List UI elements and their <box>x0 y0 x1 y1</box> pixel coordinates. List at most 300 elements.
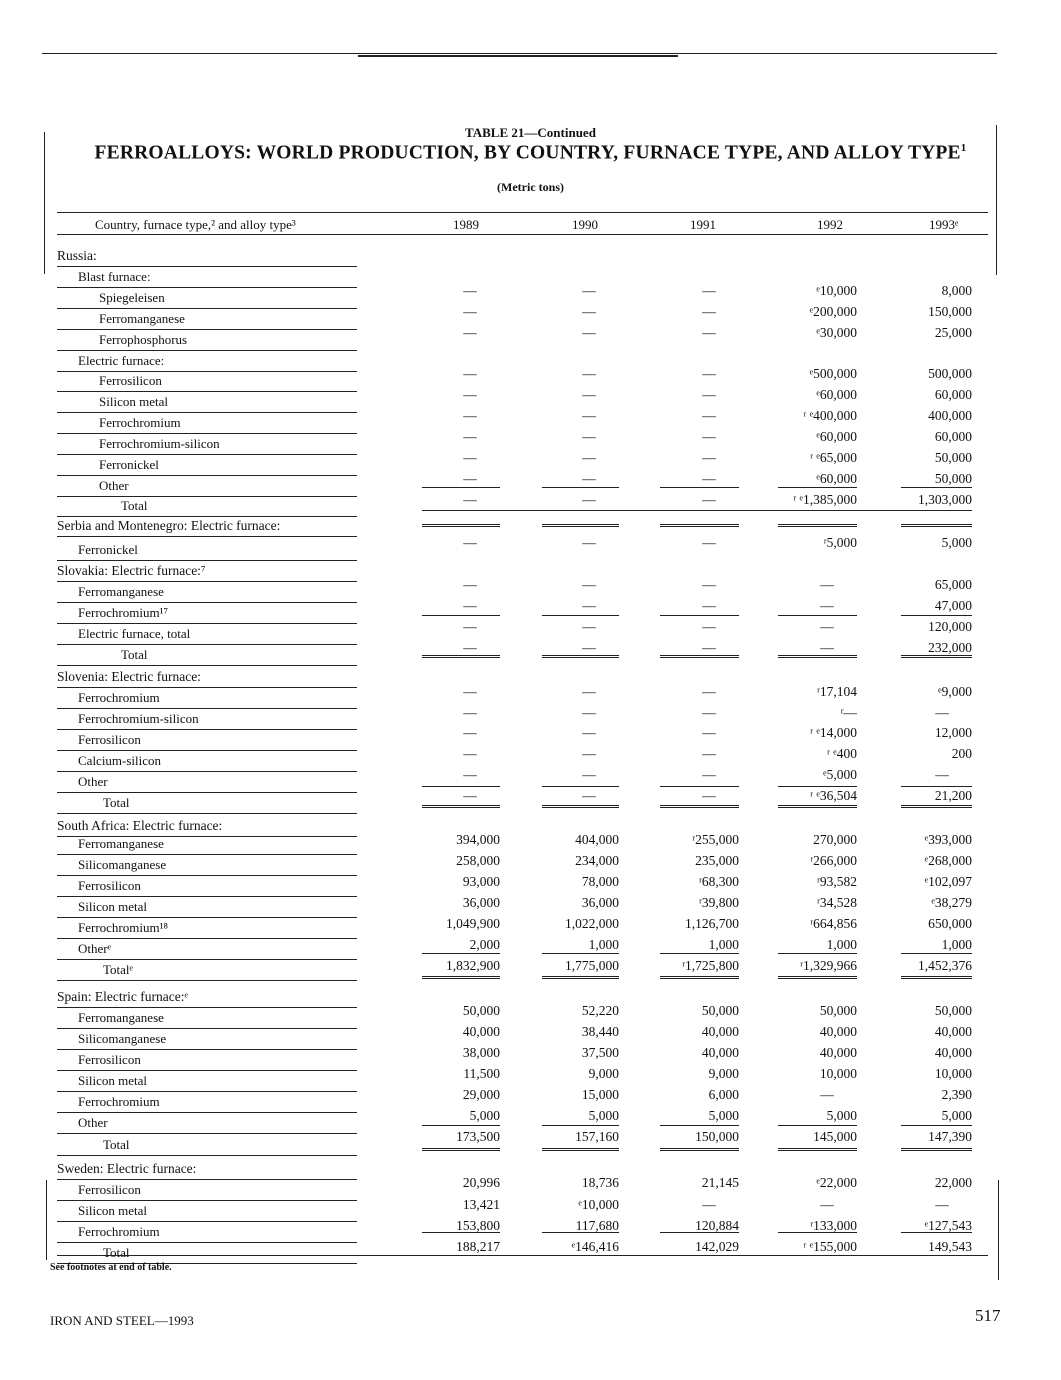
cell-1993: 5,000 <box>941 535 972 550</box>
cell-1993: 12,000 <box>934 725 972 740</box>
row-rule <box>57 687 357 688</box>
cell-1989: 1,832,900 <box>446 958 500 973</box>
cell-1989: — <box>463 640 477 655</box>
cell-1991: — <box>702 325 716 340</box>
cell-1990: 157,160 <box>575 1129 619 1144</box>
cell-1992: 10,000 <box>819 1066 857 1081</box>
cell-1989: — <box>463 366 477 381</box>
row-rule <box>57 371 357 372</box>
cell-1993: 50,000 <box>934 471 972 486</box>
cell-1993: 47,000 <box>934 598 972 613</box>
cell-1990: 1,000 <box>588 937 619 952</box>
subtotal-rule <box>778 786 857 787</box>
row-rule <box>57 1155 357 1156</box>
subtotal-rule <box>778 953 857 954</box>
column-header-row <box>57 212 988 235</box>
row-label: Ferrophosphorus <box>99 332 188 347</box>
cell-1989: — <box>463 725 477 740</box>
cell-1992: — <box>820 640 834 655</box>
cell-1992: ᵉ60,000 <box>816 387 857 402</box>
cell-1989: 93,000 <box>462 874 500 889</box>
cell-1992: 40,000 <box>819 1045 857 1060</box>
cell-1989: — <box>463 598 477 613</box>
group-heading: Sweden: Electric furnace: <box>57 1161 197 1176</box>
table-label: TABLE 21—Continued <box>465 125 596 140</box>
cell-1992: ᵉ5,000 <box>823 767 857 782</box>
cell-1992: ʳ5,000 <box>823 535 857 550</box>
cell-1990: ᵉ146,416 <box>571 1239 619 1254</box>
cell-1990: — <box>582 408 596 423</box>
cell-1993: — <box>935 705 949 720</box>
subtotal-rule <box>660 1125 739 1126</box>
total-double-rule <box>778 1148 857 1151</box>
row-rule <box>57 536 357 537</box>
subtotal-rule <box>660 615 739 616</box>
row-label: Ferromanganese <box>78 1010 164 1025</box>
cell-1991: — <box>702 429 716 444</box>
cell-1991: — <box>702 577 716 592</box>
row-label: Silicon metal <box>78 899 147 914</box>
cell-1989: 29,000 <box>462 1087 500 1102</box>
table-bottom-rule <box>57 1255 988 1256</box>
cell-1991: — <box>702 304 716 319</box>
row-label: Silicomanganese <box>78 857 167 872</box>
subtotal-rule <box>778 1125 857 1126</box>
subtotal-rule <box>422 786 500 787</box>
row-label: Other <box>78 1115 108 1130</box>
row-label: Ferrochromium-silicon <box>78 711 199 726</box>
subtotal-rule <box>660 487 739 488</box>
row-label: Calcium-silicon <box>78 753 162 768</box>
subtotal-rule <box>778 1232 857 1233</box>
group-heading: Russia: <box>57 248 97 263</box>
cell-1992: ʳ ᵉ14,000 <box>810 725 857 740</box>
total-double-rule <box>422 976 500 979</box>
cell-1991: ʳ255,000 <box>692 832 739 847</box>
row-rule <box>57 1112 357 1113</box>
top-rule <box>42 53 997 54</box>
cell-1991: 150,000 <box>695 1129 739 1144</box>
cell-1993: — <box>935 767 949 782</box>
cell-1992: 50,000 <box>819 1003 857 1018</box>
row-rule <box>57 813 357 814</box>
subtotal-rule <box>901 1125 972 1126</box>
total-double-rule <box>542 976 619 979</box>
section-rule <box>422 510 972 511</box>
subtotal-rule <box>901 786 972 787</box>
top-rule-thick <box>358 55 678 57</box>
row-rule <box>57 329 357 330</box>
row-rule <box>57 1179 357 1180</box>
cell-1993: 50,000 <box>934 1003 972 1018</box>
column-header-1989: 1989 <box>453 217 479 232</box>
row-rule <box>57 959 357 960</box>
cell-1991: — <box>702 471 716 486</box>
cell-1990: 1,022,000 <box>565 916 619 931</box>
cell-1989: 50,000 <box>462 1003 500 1018</box>
subtotal-rule <box>542 786 619 787</box>
table-title <box>0 142 1061 165</box>
group-heading: Serbia and Montenegro: Electric furnace: <box>57 518 281 533</box>
cell-1989: 40,000 <box>462 1024 500 1039</box>
cell-1991: ʳ1,725,800 <box>682 958 739 973</box>
row-rule <box>57 475 357 476</box>
row-label: Silicon metal <box>99 394 168 409</box>
cell-1989: — <box>463 684 477 699</box>
title-footnote: 1 <box>960 142 967 154</box>
cell-1991: — <box>702 492 716 507</box>
row-label: Total <box>103 795 130 810</box>
row-label: Silicon metal <box>78 1073 147 1088</box>
cell-1991: — <box>702 598 716 613</box>
cell-1991: 5,000 <box>708 1108 739 1123</box>
cell-1992: ᵉ30,000 <box>816 325 857 340</box>
row-label: Ferrochromium¹⁷ <box>78 605 169 620</box>
subtotal-rule <box>660 1232 739 1233</box>
cell-1989: — <box>463 325 477 340</box>
cell-1991: 120,884 <box>695 1218 739 1233</box>
cell-1992: ᵉ200,000 <box>809 304 857 319</box>
row-rule <box>57 729 357 730</box>
cell-1991: — <box>702 684 716 699</box>
row-label: Ferronickel <box>99 457 159 472</box>
cell-1993: 50,000 <box>934 450 972 465</box>
subtotal-rule <box>901 1232 972 1233</box>
row-rule <box>57 708 357 709</box>
subtotal-rule <box>542 1125 619 1126</box>
row-rule <box>57 1200 357 1201</box>
cell-1993: 40,000 <box>934 1045 972 1060</box>
cell-1990: — <box>582 450 596 465</box>
subtotal-rule <box>542 1232 619 1233</box>
cell-1989: — <box>463 492 477 507</box>
row-rule <box>57 496 357 497</box>
cell-1992: ʳ ᵉ400,000 <box>803 408 857 423</box>
cell-1993: 25,000 <box>934 325 972 340</box>
row-rule <box>57 412 357 413</box>
subtotal-rule <box>542 953 619 954</box>
cell-1989: — <box>463 471 477 486</box>
total-double-rule <box>422 655 500 658</box>
cell-1993: — <box>935 1197 949 1212</box>
column-header-1993: 1993ᵉ <box>929 217 959 232</box>
cell-1993: 200 <box>951 746 972 761</box>
cell-1993: 10,000 <box>934 1066 972 1081</box>
cell-1993: ᵉ102,097 <box>924 874 972 889</box>
cell-1990: ᵉ10,000 <box>578 1197 619 1212</box>
group-heading: South Africa: Electric furnace: <box>57 818 223 833</box>
cell-1992: ᵉ10,000 <box>816 283 857 298</box>
row-rule <box>57 980 357 981</box>
cell-1992: ʳ93,582 <box>816 874 857 889</box>
row-label: Otherᵉ <box>78 941 111 956</box>
row-rule <box>57 623 357 624</box>
cell-1990: — <box>582 598 596 613</box>
cell-1990: — <box>582 788 596 803</box>
row-rule <box>57 1091 357 1092</box>
row-rule <box>57 875 357 876</box>
total-double-rule <box>542 655 619 658</box>
row-label: Ferrochromium <box>78 1094 160 1109</box>
total-double-rule <box>778 524 857 527</box>
cell-1993: 8,000 <box>941 283 972 298</box>
cell-1990: 15,000 <box>581 1087 619 1102</box>
cell-1991: — <box>702 788 716 803</box>
cell-1990: 52,220 <box>581 1003 619 1018</box>
column-header-1990: 1990 <box>572 217 598 232</box>
row-label: Ferrochromium <box>78 690 160 705</box>
total-double-rule <box>901 1148 972 1151</box>
cell-1991: 40,000 <box>701 1024 739 1039</box>
row-label: Ferrosilicon <box>99 373 162 388</box>
row-label: Total <box>103 1245 130 1260</box>
footnote-reference: See footnotes at end of table. <box>50 1262 172 1273</box>
cell-1990: 1,775,000 <box>565 958 619 973</box>
cell-1990: — <box>582 304 596 319</box>
row-rule <box>57 308 357 309</box>
total-double-rule <box>660 805 739 808</box>
row-rule <box>57 1049 357 1050</box>
cell-1991: — <box>702 366 716 381</box>
cell-1991: — <box>702 725 716 740</box>
row-rule <box>57 454 357 455</box>
cell-1990: 117,680 <box>575 1218 619 1233</box>
cell-1989: — <box>463 535 477 550</box>
cell-1991: — <box>702 619 716 634</box>
group-heading: Slovenia: Electric furnace: <box>57 669 201 684</box>
row-label: Total <box>121 498 148 513</box>
cell-1989: 173,500 <box>456 1129 500 1144</box>
cell-1990: — <box>582 535 596 550</box>
cell-1993: ᵉ127,543 <box>924 1218 972 1233</box>
cell-1991: 142,029 <box>695 1239 739 1254</box>
cell-1990: — <box>582 725 596 740</box>
cell-1993: 1,303,000 <box>918 492 972 507</box>
cell-1992: — <box>820 1087 834 1102</box>
cell-1989: 13,421 <box>462 1197 500 1212</box>
cell-1992: — <box>820 598 834 613</box>
cell-1991: — <box>702 1197 716 1212</box>
cell-1989: — <box>463 387 477 402</box>
row-rule <box>57 896 357 897</box>
row-rule <box>57 350 357 351</box>
row-rule <box>57 1242 357 1243</box>
cell-1990: — <box>582 684 596 699</box>
cell-1992: ʳ ᵉ65,000 <box>810 450 857 465</box>
row-label: Silicomanganese <box>78 1031 167 1046</box>
cell-1989: 38,000 <box>462 1045 500 1060</box>
cell-1992: ᵉ500,000 <box>809 366 857 381</box>
cell-1990: — <box>582 577 596 592</box>
subtotal-rule <box>542 615 619 616</box>
row-label: Ferrochromium¹⁸ <box>78 920 169 935</box>
row-rule <box>57 560 357 561</box>
cell-1991: — <box>702 535 716 550</box>
row-rule <box>57 391 357 392</box>
cell-1990: 5,000 <box>588 1108 619 1123</box>
cell-1991: — <box>702 767 716 782</box>
row-label: Ferrochromium-silicon <box>99 436 220 451</box>
row-rule <box>57 266 357 267</box>
row-rule <box>57 750 357 751</box>
cell-1992: ʳ ᵉ400 <box>826 746 857 761</box>
cell-1989: 153,800 <box>456 1218 500 1233</box>
cell-1993: ᵉ38,279 <box>931 895 972 910</box>
title-text: FERROALLOYS: WORLD PRODUCTION, BY COUNTRY, FURNACE TYPE, AND ALLOY TYPE <box>94 142 961 164</box>
subtotal-rule <box>778 487 857 488</box>
row-label: Ferrosilicon <box>78 732 141 747</box>
cell-1990: — <box>582 387 596 402</box>
cell-1989: — <box>463 746 477 761</box>
cell-1993: 60,000 <box>934 387 972 402</box>
row-label: Ferromanganese <box>78 836 164 851</box>
row-rule <box>57 938 357 939</box>
cell-1991: — <box>702 640 716 655</box>
cell-1990: 18,736 <box>581 1175 619 1190</box>
row-rule <box>57 792 357 793</box>
right-margin-line-lower <box>998 1180 999 1280</box>
cell-1992: — <box>820 577 834 592</box>
subtotal-rule <box>422 1125 500 1126</box>
total-double-rule <box>660 524 739 527</box>
cell-1993: 2,390 <box>941 1087 972 1102</box>
cell-1991: — <box>702 283 716 298</box>
row-rule <box>57 771 357 772</box>
cell-1990: 38,440 <box>581 1024 619 1039</box>
cell-1990: 9,000 <box>588 1066 619 1081</box>
cell-1989: 1,049,900 <box>446 916 500 931</box>
cell-1992: ᵉ22,000 <box>816 1175 857 1190</box>
left-margin-line-lower <box>46 1180 47 1260</box>
cell-1993: 500,000 <box>928 366 972 381</box>
cell-1990: — <box>582 283 596 298</box>
row-label: Ferromanganese <box>99 311 185 326</box>
row-label: Electric furnace, total <box>78 626 191 641</box>
group-heading: Slovakia: Electric furnace:⁷ <box>57 563 206 578</box>
subtotal-rule <box>778 615 857 616</box>
cell-1990: 234,000 <box>575 853 619 868</box>
column-header-1991: 1991 <box>690 217 716 232</box>
cell-1989: — <box>463 619 477 634</box>
cell-1993: ᵉ393,000 <box>924 832 972 847</box>
total-double-rule <box>901 655 972 658</box>
cell-1992: ᵉ60,000 <box>816 429 857 444</box>
cell-1991: 9,000 <box>708 1066 739 1081</box>
cell-1993: 5,000 <box>941 1108 972 1123</box>
total-double-rule <box>660 1148 739 1151</box>
cell-1992: 5,000 <box>826 1108 857 1123</box>
total-double-rule <box>901 805 972 808</box>
cell-1991: 40,000 <box>701 1045 739 1060</box>
cell-1993: 1,000 <box>941 937 972 952</box>
row-rule <box>57 644 357 645</box>
cell-1990: 78,000 <box>581 874 619 889</box>
row-rule <box>57 1070 357 1071</box>
cell-1990: 36,000 <box>581 895 619 910</box>
cell-1990: — <box>582 492 596 507</box>
cell-1989: 394,000 <box>456 832 500 847</box>
total-double-rule <box>542 1148 619 1151</box>
cell-1991: — <box>702 746 716 761</box>
row-label: Total <box>121 647 148 662</box>
subtotal-rule <box>901 487 972 488</box>
cell-1993: 40,000 <box>934 1024 972 1039</box>
cell-1989: — <box>463 705 477 720</box>
subtotal-rule <box>422 487 500 488</box>
cell-1990: — <box>582 366 596 381</box>
cell-1992: ʳ17,104 <box>816 684 857 699</box>
subtotal-rule <box>422 1232 500 1233</box>
cell-1990: — <box>582 640 596 655</box>
row-label: Other <box>78 774 108 789</box>
table-subtitle: (Metric tons) <box>497 180 564 194</box>
cell-1989: — <box>463 577 477 592</box>
cell-1993: 650,000 <box>928 916 972 931</box>
row-label: Ferrosilicon <box>78 878 141 893</box>
cell-1989: 36,000 <box>462 895 500 910</box>
row-rule <box>57 581 357 582</box>
cell-1989: — <box>463 788 477 803</box>
cell-1992: ʳ266,000 <box>810 853 857 868</box>
row-rule <box>57 602 357 603</box>
cell-1993: 22,000 <box>934 1175 972 1190</box>
cell-1993: 400,000 <box>928 408 972 423</box>
row-label: Total <box>103 1137 130 1152</box>
cell-1992: — <box>820 619 834 634</box>
subtotal-rule <box>422 953 500 954</box>
cell-1989: 11,500 <box>463 1066 500 1081</box>
row-rule <box>57 917 357 918</box>
running-head: IRON AND STEEL—1993 <box>50 1313 194 1328</box>
cell-1990: — <box>582 746 596 761</box>
cell-1991: ʳ39,800 <box>698 895 739 910</box>
subtotal-rule <box>901 953 972 954</box>
cell-1991: 1,126,700 <box>685 916 739 931</box>
cell-1991: 1,000 <box>708 937 739 952</box>
column-header-label: Country, furnace type,² and alloy type³ <box>95 217 296 232</box>
cell-1989: — <box>463 450 477 465</box>
row-label: Other <box>99 478 129 493</box>
column-header-1992: 1992 <box>817 217 843 232</box>
cell-1989: — <box>463 408 477 423</box>
total-double-rule <box>901 976 972 979</box>
cell-1989: 258,000 <box>456 853 500 868</box>
cell-1993: 120,000 <box>928 619 972 634</box>
cell-1993: ᵉ9,000 <box>938 684 972 699</box>
cell-1992: ʳ1,329,966 <box>800 958 857 973</box>
row-rule <box>57 516 357 517</box>
cell-1992: ʳ664,856 <box>810 916 857 931</box>
total-double-rule <box>778 976 857 979</box>
cell-1993: 147,390 <box>928 1129 972 1144</box>
row-label: Ferrochromium <box>78 1224 160 1239</box>
cell-1992: — <box>820 1197 834 1212</box>
row-rule <box>57 1133 357 1134</box>
cell-1993: 149,543 <box>928 1239 972 1254</box>
subtotal-rule <box>542 487 619 488</box>
cell-1989: 2,000 <box>469 937 500 952</box>
total-double-rule <box>660 655 739 658</box>
cell-1991: — <box>702 450 716 465</box>
row-label: Ferrochromium <box>99 415 181 430</box>
total-double-rule <box>422 524 500 527</box>
cell-1992: ʳ ᵉ155,000 <box>803 1239 857 1254</box>
cell-1990: — <box>582 705 596 720</box>
row-label: Spiegeleisen <box>99 290 165 305</box>
row-rule <box>57 1007 357 1008</box>
cell-1993: 150,000 <box>928 304 972 319</box>
cell-1992: 145,000 <box>813 1129 857 1144</box>
